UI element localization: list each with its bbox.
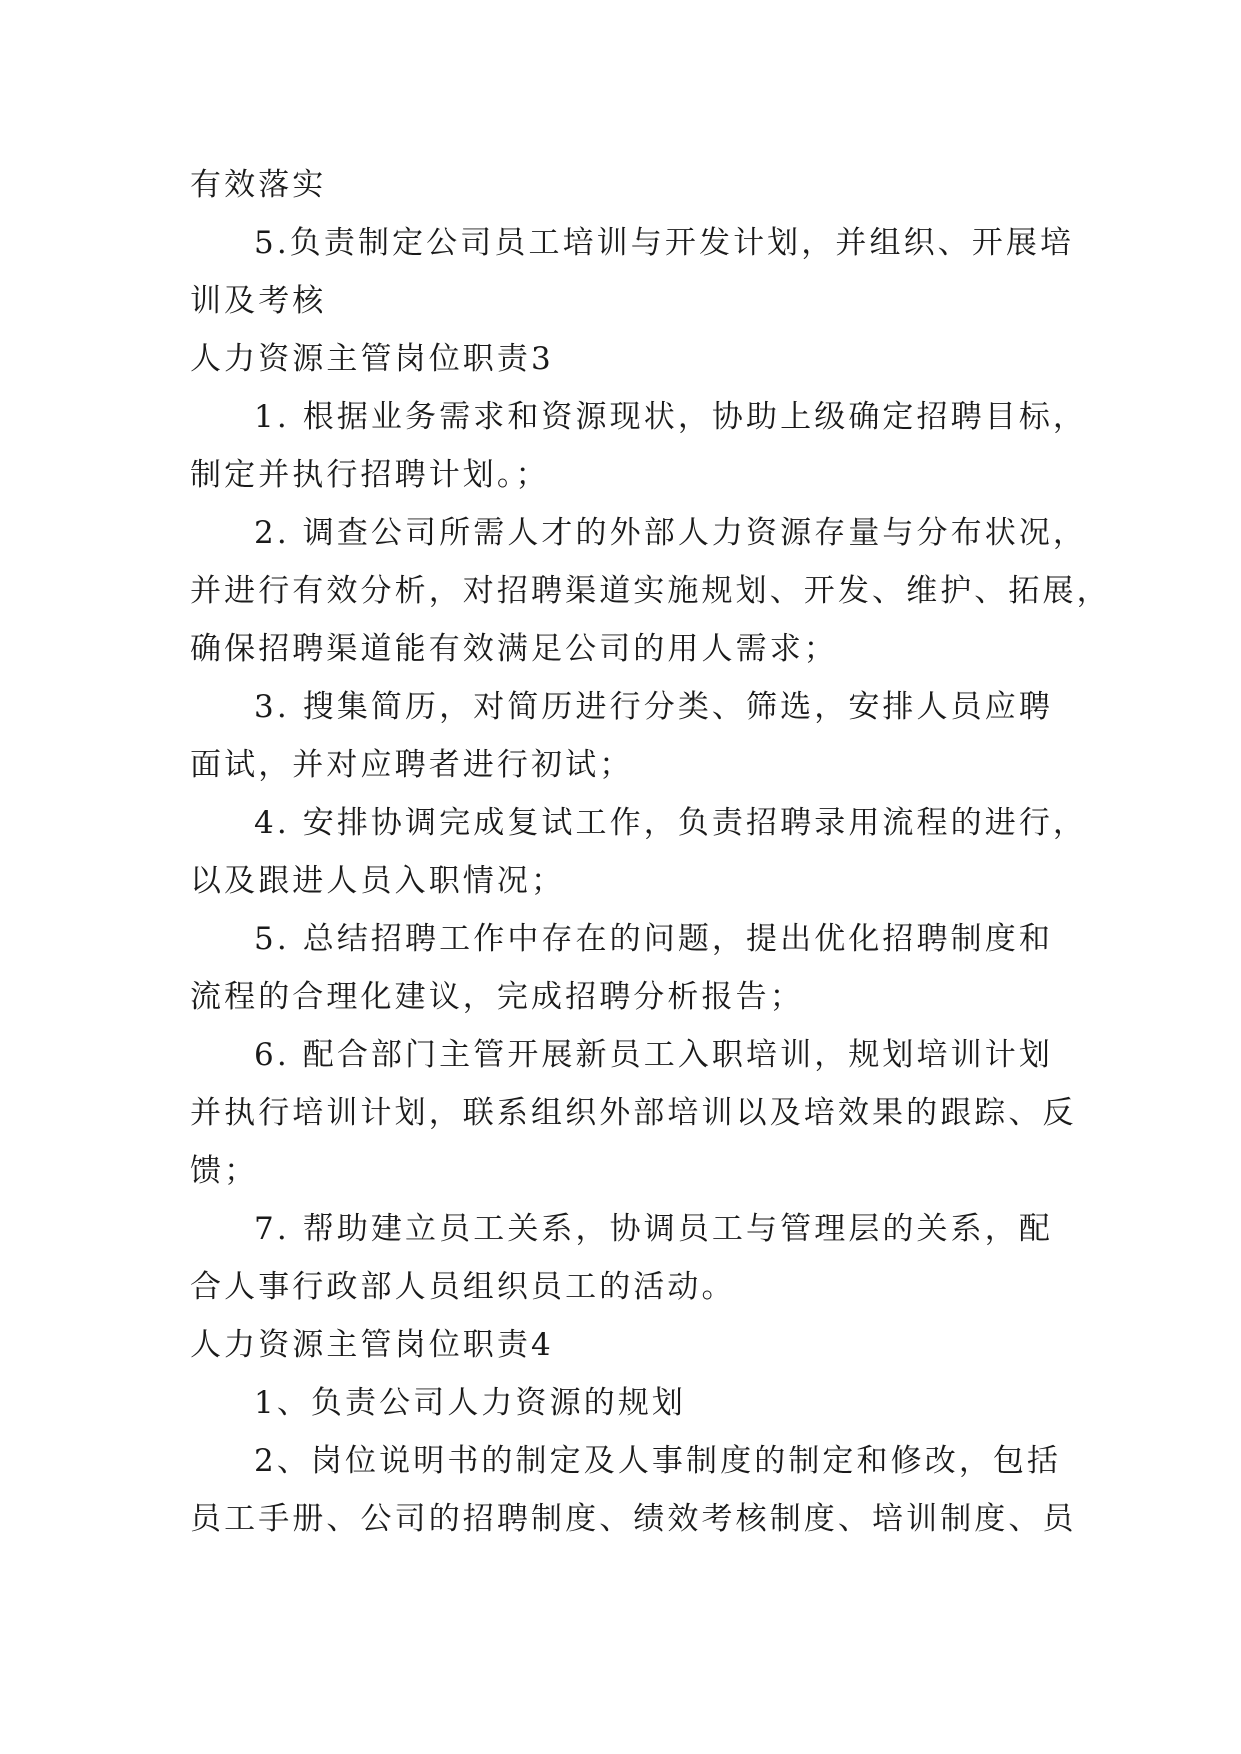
text-line: 5.负责制定公司员工培训与开发计划，并组织、开展培 [254,225,1075,261]
text-line: 5. 总结招聘工作中存在的问题，提出优化招聘制度和 [254,921,1053,957]
text-line: 7. 帮助建立员工关系，协调员工与管理层的关系，配 [254,1211,1053,1247]
text-line: 合人事行政部人员组织员工的活动。 [190,1269,736,1305]
text-line: 训及考核 [190,283,327,319]
text-line: 面试，并对应聘者进行初试； [190,747,634,783]
text-line: 2、岗位说明书的制定及人事制度的制定和修改，包括 [254,1443,1062,1479]
text-line: 1、负责公司人力资源的规划 [254,1385,687,1421]
text-line: 制定并执行招聘计划。； [190,457,550,493]
text-line: 以及跟进人员入职情况； [190,863,566,899]
text-line: 员工手册、公司的招聘制度、绩效考核制度、培训制度、员 [190,1501,1077,1537]
text-line: 馈； [190,1153,259,1189]
text-line: 2. 调查公司所需人才的外部人力资源存量与分布状况， [254,515,1088,551]
section-heading: 人力资源主管岗位职责4 [190,1327,554,1363]
text-line: 有效落实 [190,167,327,203]
text-line: 1. 根据业务需求和资源现状，协助上级确定招聘目标， [254,399,1088,435]
text-line: 并执行培训计划，联系组织外部培训以及培效果的跟踪、反 [190,1095,1077,1131]
text-line: 流程的合理化建议，完成招聘分析报告； [190,979,804,1015]
text-line: 确保招聘渠道能有效满足公司的用人需求； [190,631,838,667]
text-line: 4. 安排协调完成复试工作，负责招聘录用流程的进行， [254,805,1088,841]
text-line: 并进行有效分析，对招聘渠道实施规划、开发、维护、拓展， [190,573,1111,609]
section-heading: 人力资源主管岗位职责3 [190,341,554,377]
text-line: 3. 搜集简历，对简历进行分类、筛选，安排人员应聘 [254,689,1053,725]
text-line: 6. 配合部门主管开展新员工入职培训，规划培训计划 [254,1037,1053,1073]
